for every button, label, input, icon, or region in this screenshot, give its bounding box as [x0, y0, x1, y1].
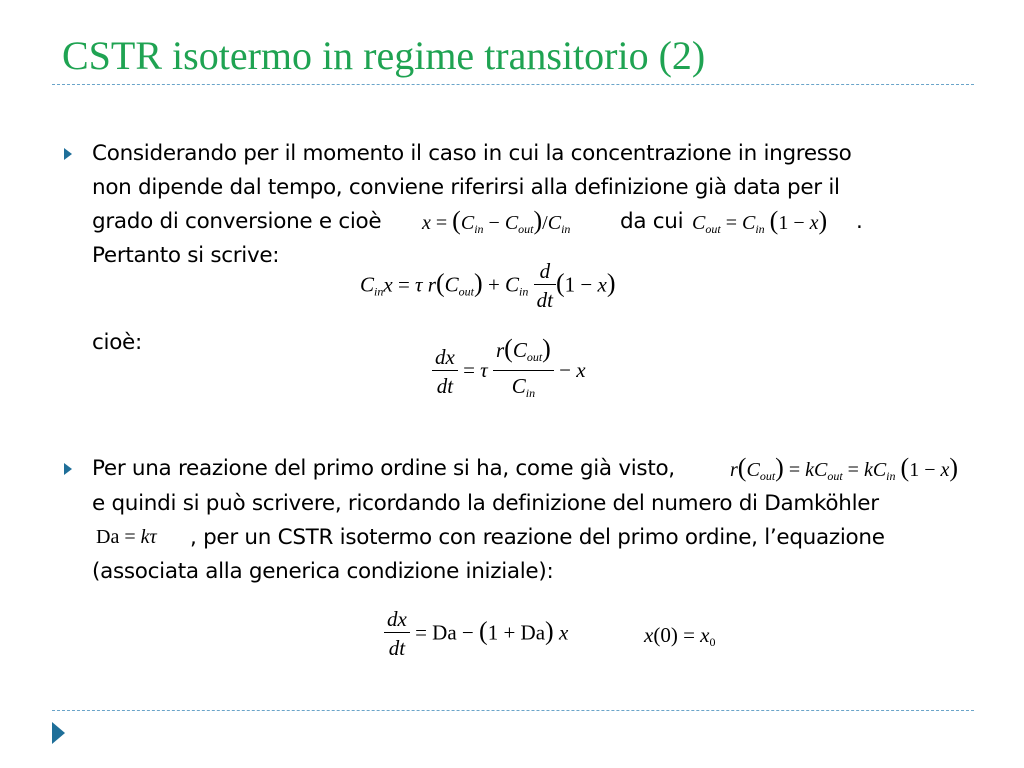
bullet1-line3c: . [856, 209, 863, 234]
bullet-icon [64, 148, 72, 160]
damkohler-definition: Da = kτ [96, 526, 157, 548]
mass-balance-equation: $C_{in}x = \tau$ $r(C_{out}) + C_{in}$ $\frac{d}{dt}$ (1 − x) [360, 259, 616, 312]
bullet2-line2: e quindi si può scrivere, ricordando la definizione del numero di Damköhler [92, 491, 879, 516]
top-divider [52, 84, 974, 85]
bullet2-line3: , per un CSTR isotermo con reazione del primo ordine, l’equazione [190, 525, 885, 550]
play-arrow-icon[interactable] [52, 722, 65, 744]
cout-equation: $C_{out} = C_{in}$ (1 − x) [692, 206, 828, 236]
bullet1-line4: Pertanto si scrive: [92, 243, 280, 268]
conversion-definition-equation: $x = (C_{in} - C_{out})/C_{in}$ [422, 206, 571, 236]
damkohler-ode-equation: $\frac{dx}{dt}$ = Da − (1 + Da) x [384, 606, 568, 663]
bottom-divider [52, 710, 974, 711]
rate-equation: $r(C_{out}) = kC_{out} = kC_{in}$ (1 − x) [730, 453, 959, 483]
bullet1-line3b: da cui [620, 209, 684, 234]
dxdt-equation: $\frac{dx}{dt}$ = τ $\frac{r(C_{out})}{C_{in}}$ − x [432, 336, 586, 408]
bullet1-line1: Considerando per il momento il caso in cui la concentrazione in ingresso [92, 141, 852, 166]
bullet-icon [64, 463, 72, 475]
slide-title: CSTR isotermo in regime transitorio (2) [62, 33, 706, 78]
bullet1-line3a: grado di conversione e cioè [92, 209, 382, 234]
bullet2-line1: Per una reazione del primo ordine si ha, come già visto, [92, 456, 675, 481]
bullet1-line2: non dipende dal tempo, conviene riferirsi alla definizione già data per il [92, 175, 840, 200]
bullet1-cioe: cioè: [92, 330, 142, 355]
bullet2-line4: (associata alla generica condizione iniziale): [92, 559, 554, 584]
initial-condition-equation: $x(0) = x_0$ [644, 623, 716, 649]
